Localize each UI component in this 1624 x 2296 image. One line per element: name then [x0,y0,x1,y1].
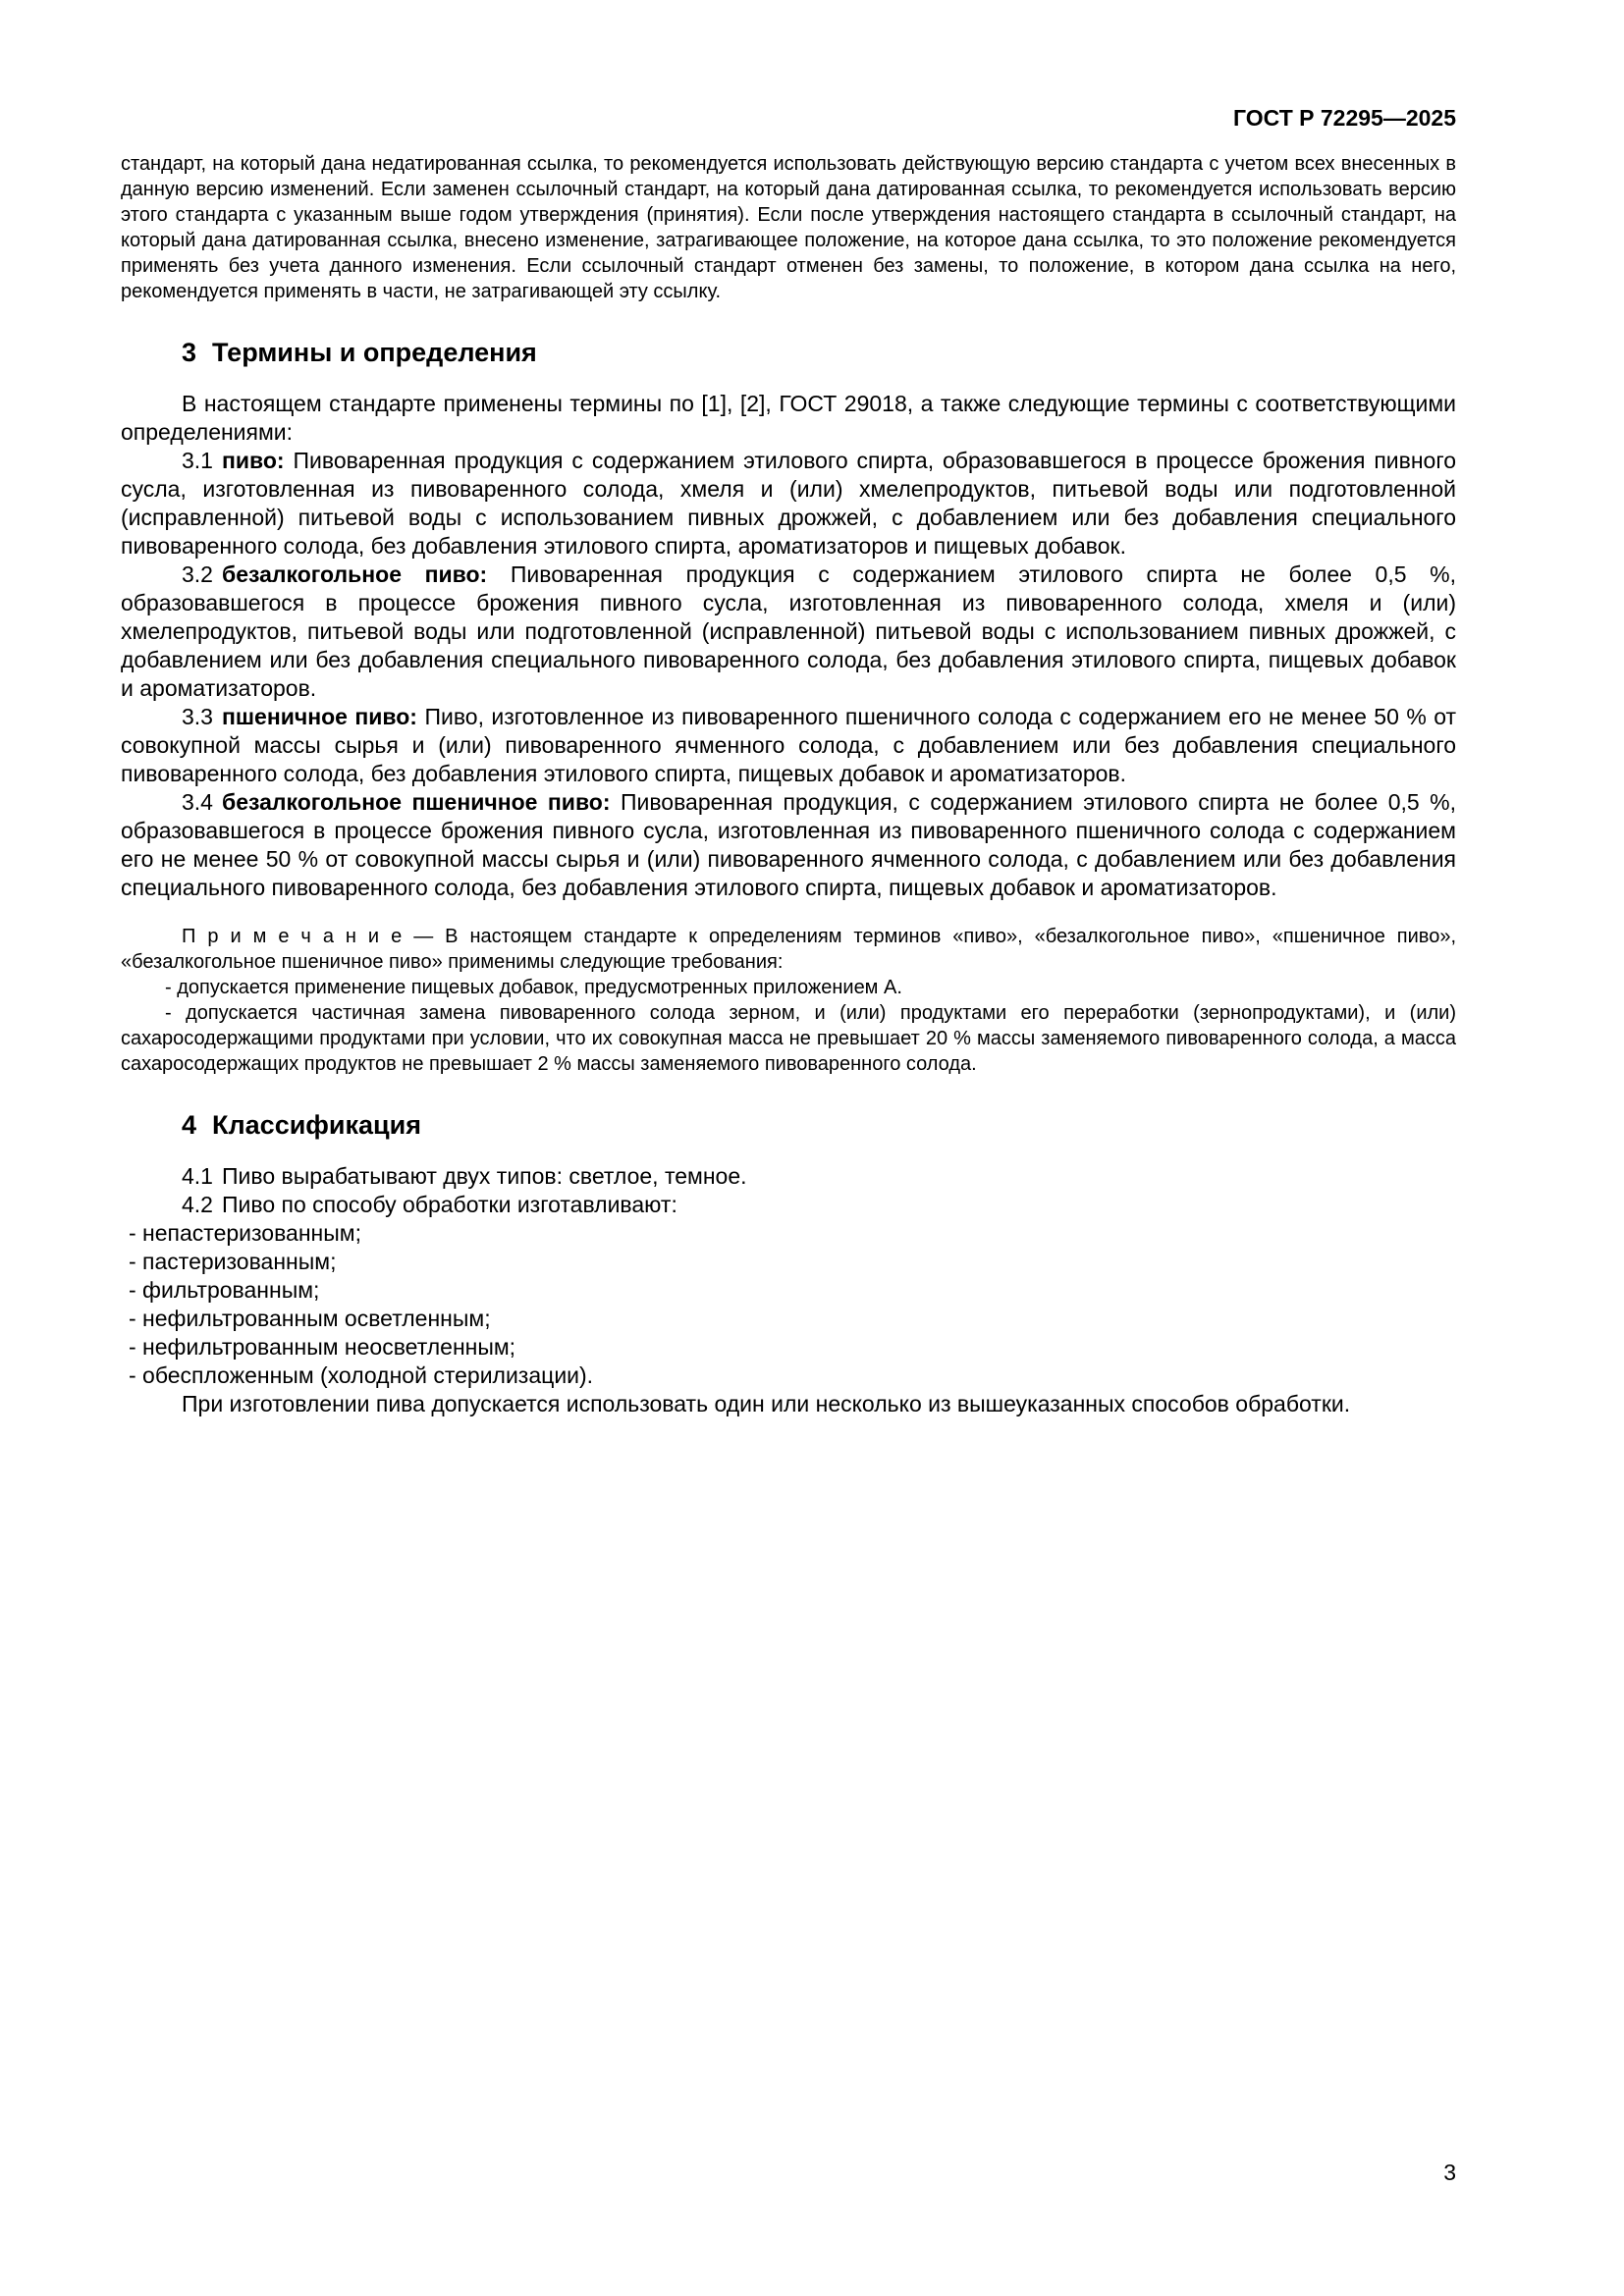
term-paragraph-3-2 [121,561,1456,703]
clause-4-1 [121,1162,1456,1191]
clause-number: 4.1 [182,1163,213,1189]
section-3-lead-paragraph: В настоящем стандарте применены термины по [1], [2], ГОСТ 29018, а также следующие термины с соответствующими определениями: [121,391,1456,445]
term-number: 3.2 [182,561,213,587]
method-list-item: - нефильтрованным неосветленным; [129,1334,516,1360]
note-list-item: - допускается частичная замена пивоваренного солода зерном, и (или) продуктами его переработки (зернопродуктами), и (или) сахаросодержащими продуктами при условии, что их совокупная масса не превышает 20 % массы заменяемого пивоваренного солода, а масса сахаросодержащих продуктов не превышает 2 % массы заменяемого пивоваренного солода. [121,1002,1456,1075]
clause-text: Пиво вырабатывают двух типов: светлое, темное. [221,1163,747,1189]
term-definition: Пивоваренная продукция с содержанием этилового спирта, образовавшегося в процессе брожения пивного сусла, изготовленная из пивоваренного солода, хмеля и (или) хмелепродуктов, питьевой воды или подготовленной (исправленной) питьевой воды с использованием пивных дрожжей, с добавлением или без добавления специального пивоваренного солода, без добавления этилового спирта, ароматизаторов и пищевых добавок. [121,448,1457,559]
term-definition: Пиво, изготовленное из пивоваренного пшеничного солода с содержанием его не менее 50 % от совокупной массы сырья и (или) пивоваренного ячменного солода, с добавлением или без добавления специального пивоваренного солода, без добавления этилового спирта, пищевых добавок и ароматизаторов. [121,704,1457,786]
term-name: пиво: [221,448,285,473]
section-4-title: Классификация [212,1110,422,1140]
term-definition: Пивоваренная продукция с содержанием этилового спирта не более 0,5 %, образовавшегося в процессе брожения пивного сусла, изготовленная из пивоваренного солода, хмеля и (или) хмелепродуктов, питьевой воды или подготовленной (исправленной) питьевой воды с использованием пивных дрожжей, с добавлением или без добавления специального пивоваренного солода, без добавления этилового спирта, пищевых добавок и ароматизаторов. [121,561,1456,701]
method-list-item: - нефильтрованным осветленным; [129,1306,491,1331]
term-paragraph-3-1 [121,447,1456,561]
clause-number: 4.2 [182,1192,213,1217]
closing-paragraph: При изготовлении пива допускается использовать один или несколько из вышеуказанных способов обработки. [182,1391,1351,1416]
section-3-number: 3 [182,338,197,367]
method-list-item: - непастеризованным; [129,1220,361,1246]
section-4-number: 4 [182,1110,197,1140]
note-block [121,924,1456,1077]
note-list-item: - допускается применение пищевых добавок, предусмотренных приложением А. [165,977,902,998]
intro-paragraph: стандарт, на который дана недатированная ссылка, то рекомендуется использовать действующую версию стандарта с учетом всех внесенных в данную версию изменений. Если заменен ссылочный стандарт, на который дана датированная ссылка, то рекомендуется использовать версию этого стандарта с указанным выше годом утверждения (принятия). Если после утверждения настоящего стандарта в ссылочный стандарт, на который дана датированная ссылка, внесено изменение, затрагивающее положение, на которое дана ссылка, то это положение рекомендуется применять без учета данного изменения. Если ссылочный стандарт отменен без замены, то положение, в котором дана ссылка на него, рекомендуется применять в части, не затрагивающей эту ссылку. [121,153,1456,302]
term-definition: Пивоваренная продукция, с содержанием этилового спирта не более 0,5 %, образовавшегося в процессе брожения пивного сусла, изготовленная из пивоваренного пшеничного солода с содержанием его не менее 50 % от совокупной массы сырья и (или) пивоваренного ячменного солода, с добавлением или без добавления специального пивоваренного солода, без добавления этилового спирта, пищевых добавок и ароматизаторов. [121,789,1456,900]
term-number: 3.1 [182,448,213,473]
term-number: 3.3 [182,704,213,729]
term-name: безалкогольное пшеничное пиво: [221,789,611,815]
method-list-item: - пастеризованным; [129,1249,337,1274]
note-text: — В настоящем стандарте к определениям терминов «пиво», «безалкогольное пиво», «пшеничное пиво», «безалкогольное пшеничное пиво» применимы следующие требования: [121,926,1457,973]
clause-4-2 [121,1191,1456,1219]
document-number-header: ГОСТ Р 72295—2025 [1233,105,1456,131]
section-3-heading [121,338,1456,368]
method-list-item: - фильтрованным; [129,1277,320,1303]
term-number: 3.4 [182,789,213,815]
note-label: П р и м е ч а н и е [182,926,403,947]
page-number: 3 [1443,2160,1456,2185]
term-name: безалкогольное пиво: [221,561,488,587]
term-paragraph-3-3 [121,703,1456,788]
note-intro-paragraph [121,924,1456,975]
term-paragraph-3-4 [121,788,1456,902]
section-3-title: Термины и определения [212,338,537,367]
term-name: пшеничное пиво: [221,704,417,729]
method-list-item: - обеспложенным (холодной стерилизации). [129,1362,594,1388]
section-4-heading [121,1110,1456,1141]
clause-text: Пиво по способу обработки изготавливают: [221,1192,677,1217]
